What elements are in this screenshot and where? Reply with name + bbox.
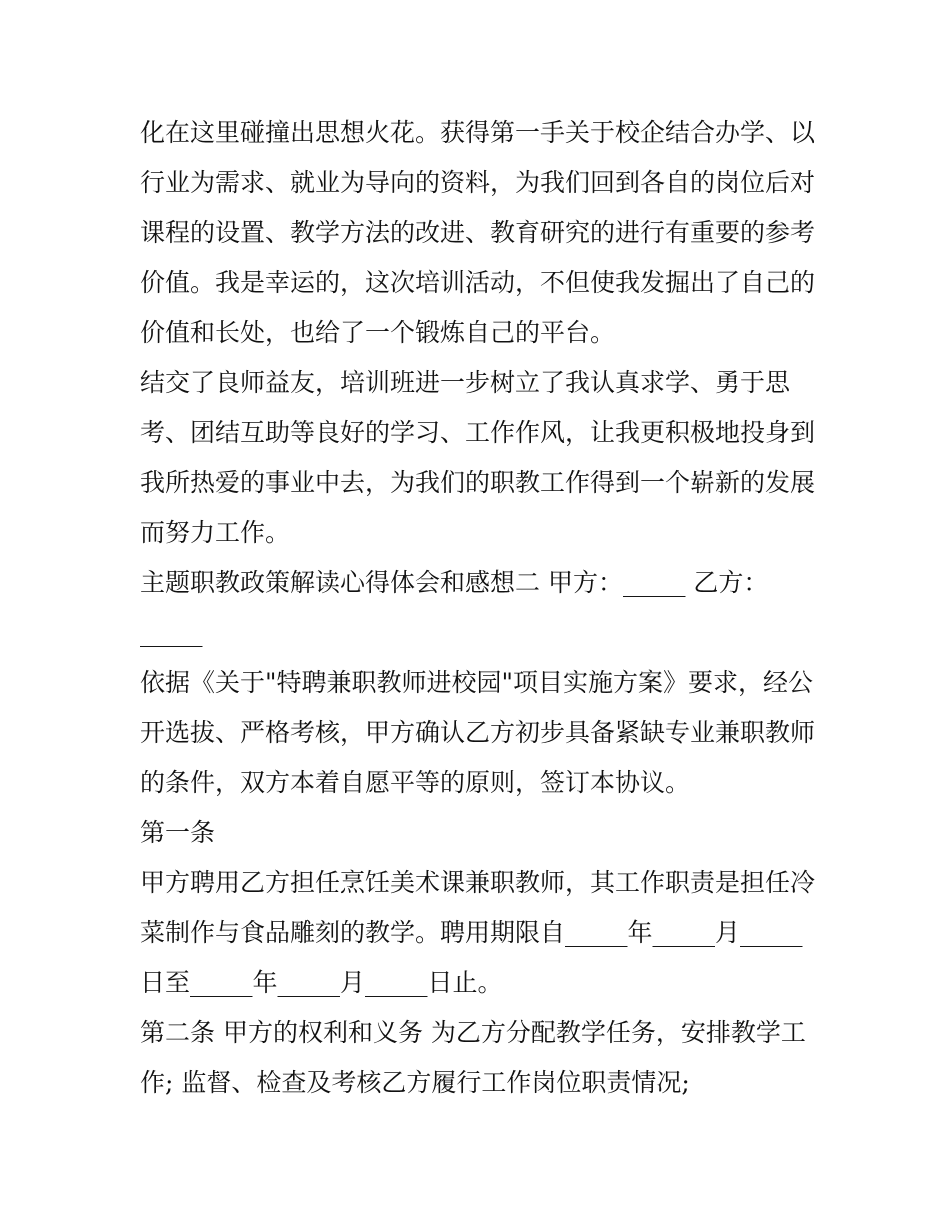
text-line: 结交了良师益友，培训班进一步树立了我认真求学、勇于思 [140,368,791,397]
text-line: 而努力工作。 [140,518,291,547]
text-line: 考、团结互助等良好的学习、工作作风，让我更积极地投身到 [140,418,816,447]
text-line: 菜制作与食品雕刻的教学。聘用期限自_____年_____月_____ [140,918,803,947]
text-line: 价值。我是幸运的，这次培训活动，不但使我发掘出了自己的 [140,268,816,297]
text-line: 化在这里碰撞出思想火花。获得第一手关于校企结合办学、以 [140,118,816,147]
text-line: 第二条 甲方的权利和义务 为乙方分配教学任务，安排教学工 [140,1018,806,1047]
document-body [140,108,820,1108]
text-line: 的条件，双方本着自愿平等的原则，签订本协议。 [140,768,691,797]
text-line: 日至_____年_____月_____日止。 [140,968,503,997]
text-line: 第一条 [140,818,216,847]
text-line: 依据《关于"特聘兼职教师进校园"项目实施方案》要求，经公 [140,668,814,697]
text-line: _____ [140,618,203,647]
text-line: 甲方聘用乙方担任烹饪美术课兼职教师，其工作职责是担任冷 [140,868,816,897]
text-line: 行业为需求、就业为导向的资料，为我们回到各自的岗位后对 [140,168,816,197]
text-line: 课程的设置、教学方法的改进、教育研究的进行有重要的参考 [140,218,816,247]
text-line: 价值和长处，也给了一个锻炼自己的平台。 [140,318,616,347]
text-line: 开选拔、严格考核，甲方确认乙方初步具备紧缺专业兼职教师 [140,718,816,747]
text-line: 主题职教政策解读心得体会和感想二 甲方：_____ 乙方： [140,568,769,597]
text-line: 作; 监督、检查及考核乙方履行工作岗位职责情况; [140,1068,690,1097]
text-line: 我所热爱的事业中去，为我们的职教工作得到一个崭新的发展 [140,468,816,497]
